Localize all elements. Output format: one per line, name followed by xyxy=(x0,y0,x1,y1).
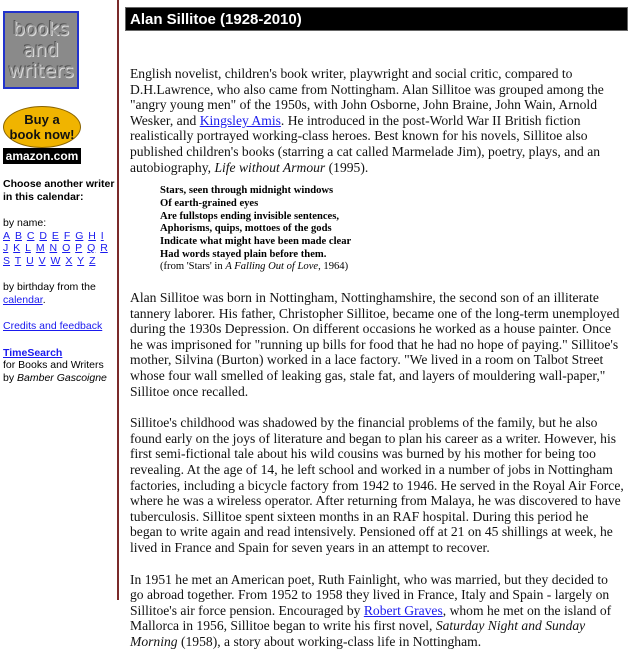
logo-word: writers xyxy=(8,59,74,82)
book-title: Life without Armour xyxy=(214,159,326,175)
timesearch-block xyxy=(3,347,115,385)
credits-link[interactable]: Credits and feedback xyxy=(3,320,103,332)
letter-link-v[interactable]: V xyxy=(38,254,46,267)
letter-link-b[interactable]: B xyxy=(14,229,22,242)
buy-oval xyxy=(3,106,81,148)
buy-line2: book now! xyxy=(9,127,75,142)
letter-link-t[interactable]: T xyxy=(14,254,22,267)
page-title: Alan Sillitoe (1928-2010) xyxy=(125,7,628,31)
main-content xyxy=(125,7,628,650)
letter-link-x[interactable]: X xyxy=(65,254,73,267)
poem-line: Aphorisms, quips, mottoes of the gods xyxy=(160,223,332,235)
column-divider xyxy=(117,0,119,600)
text: (1995). xyxy=(325,159,369,175)
choose-heading: Choose another writer in this calendar: xyxy=(3,178,115,203)
timesearch-link[interactable]: TimeSearch xyxy=(3,346,63,359)
letter-link-h[interactable]: H xyxy=(88,229,96,242)
letter-index xyxy=(3,230,115,268)
logo-word: and xyxy=(23,38,59,61)
letter-link-l[interactable]: L xyxy=(25,242,31,254)
text: In 1951 he met an American poet, Ruth Fainlight, who was married, but they decided to go abroad together. From 1952 to 1958 they lived in France, Italy and Spain - largely on Sillitoe's air force pension. Encouraged by xyxy=(130,571,610,618)
amazon-logo: amazon.com xyxy=(3,148,81,164)
poem-quote xyxy=(160,185,628,274)
paragraph-2: Alan Sillitoe was born in Nottingham, Nottinghamshire, the second son of an illiterate tannery laborer. His father, Christopher Sillitoe, became one of the long-term unemployed during the 1930s Depression. On different occasions he worked as a house painter. Once he was imprisoned for "running up bills for food that he had no hope of paying." Sillitoe's mother, Silvina (Burton) worked in a lace factory. "We lived in a room on Talbot Street whose four wall smelled of leaking gas, stale fat, and layers of mouldering wall-paper," Sillitoe once recalled. xyxy=(130,290,620,399)
amazon-buy-button[interactable] xyxy=(3,106,83,164)
letter-link-y[interactable]: Y xyxy=(77,254,85,267)
letter-link-z[interactable]: Z xyxy=(89,254,96,267)
poem-line: Of earth-grained eyes xyxy=(160,197,259,209)
letter-link-r[interactable]: R xyxy=(100,242,108,254)
letter-link-c[interactable]: C xyxy=(26,229,35,242)
text: (1958), a story about working-class life in Nottingham. xyxy=(177,633,482,649)
paragraph-3: Sillitoe's childhood was shadowed by the financial problems of the family, but he also found early on the joys of literature and began to plan his career as a writer. However, his first semi-fictional tale about his wild cousins was burned by his mother for being too revealing. At the age of 14, he left school and worked in a number of jobs in Nottingham factories, including a bicycle factory from 1942 to 1946. He served in the Royal Air Force, where he was a wireless operator. After returning from Malaya, he was discovered to have tuberculosis. Sillitoe spent sixteen months in an RAF hospital. During this period he began to write again and read intensively. Pensioned off at 21 on 45 shillings at week, he lived in France and Spain for seven years in an attempt to recover. xyxy=(130,415,624,555)
letter-link-u[interactable]: U xyxy=(26,254,34,267)
text: , whom he met on the island of Mallorca in 1956, Sillitoe began to write his first novel, xyxy=(130,602,612,634)
calendar-link[interactable]: calendar xyxy=(3,293,43,306)
letter-link-o[interactable]: O xyxy=(62,242,71,254)
text: , 1964) xyxy=(318,261,349,273)
by-name-label: by name: xyxy=(3,217,47,229)
poem-line: Stars, seen through midnight windows xyxy=(160,185,334,197)
poem-line: Indicate what might have been made clear xyxy=(160,235,352,247)
letter-link-w[interactable]: W xyxy=(50,254,61,267)
author-name: Bamber Gascoigne xyxy=(17,371,107,384)
text: English novelist, children's book writer, playwright and social critic, compared to D.H.Lawrence, who also came from Nottingham. Alan Sillitoe was grouped among the "angry young men" of the 1950s, with John Osborne, John Braine, John Wain, Arnold Wesker, and xyxy=(130,66,604,128)
letter-link-m[interactable]: M xyxy=(35,242,45,254)
letter-link-k[interactable]: K xyxy=(13,242,21,254)
poem-source xyxy=(160,261,348,272)
letter-link-a[interactable]: A xyxy=(3,229,11,242)
birthday-text xyxy=(3,281,115,306)
for-books-text: for Books and Writers xyxy=(3,359,104,371)
buy-line1: Buy a xyxy=(24,112,60,127)
by-birthday-label: by birthday from the xyxy=(3,281,96,293)
letter-link-i[interactable]: I xyxy=(100,229,104,242)
book-title: Saturday Night and Sunday Morning xyxy=(130,618,586,649)
poem-line: Are fullstops ending invisible sentences, xyxy=(160,210,340,222)
letter-link-e[interactable]: E xyxy=(51,229,59,242)
by-text: by xyxy=(3,371,18,384)
letter-link-j[interactable]: J xyxy=(3,242,9,254)
letter-link-s[interactable]: S xyxy=(3,254,11,267)
poem-line: Had words stayed plain before them. xyxy=(160,248,327,260)
letter-link-f[interactable]: F xyxy=(63,229,71,242)
letter-link-g[interactable]: G xyxy=(75,229,84,242)
letter-link-d[interactable]: D xyxy=(39,229,47,242)
robert-graves-link[interactable]: Robert Graves xyxy=(363,602,443,618)
credits-wrap xyxy=(3,320,115,333)
books-and-writers-logo[interactable] xyxy=(3,11,79,89)
sidebar xyxy=(0,0,116,384)
period: . xyxy=(42,293,46,306)
book-title: A Falling Out of Love xyxy=(225,261,319,273)
letter-link-n[interactable]: N xyxy=(49,242,58,254)
paragraph-4 xyxy=(130,572,624,650)
letter-link-q[interactable]: Q xyxy=(87,242,96,254)
logo-word: books xyxy=(12,17,70,40)
text: (from 'Stars' in xyxy=(160,261,226,273)
text: . He introduced in the post-World War II British fiction realistically portrayed working-class heroes. Best known for his novels, Sillitoe also published children's books (starring a cat called Marmelade Jim), poetry, plays, and an autobiography, xyxy=(130,112,601,175)
kingsley-amis-link[interactable]: Kingsley Amis xyxy=(199,112,281,128)
intro-paragraph xyxy=(130,66,624,175)
letter-link-p[interactable]: P xyxy=(75,242,83,254)
